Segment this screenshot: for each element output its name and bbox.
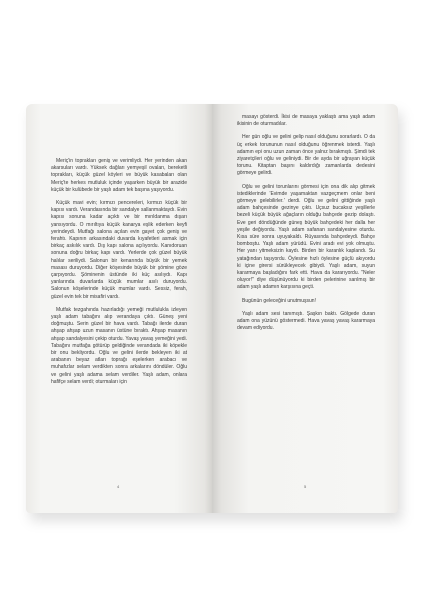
paragraph: Oğlu ve gelini torunlarını görmesi için ona dik alıp gitmek istediklerinde 'Evimde yaşamaktan vazgeçmem onlar beni görmeye gelebilirler.' derdi. Oğlu ve gelini gittiğinde yaşlı adam bahçesinde gezinye çıktı. Uçsuz bucaksız yeşillerle bezeli küçük büyük ağaçların olduğu bahçede gezip dolaştı. Eve geri döndüğünde güneş büyük bahçedeki her dalla her yeşile değiyordu. Yaşlı adam safanan sandalyesine oturdu. Kısa süre sonra uyuyakaldı. Rüyasında bahçedeydi. Bahçe bomboştu. Yaşlı adam yürüdü. Evini aradı evi yok olmuştu. Her yanı yitmeksizin kaydı. Birden bir karanlık kaplandı. Su yatağından taşıyordu. Öylesine hızlı öylesine güçlü akıyordu ki içine girersi sürükleyecek gibiydi. Yaşlı adam, suyun kararmaya başladığını fark etti. Hava da kararıyordu. "Neler oluyor!" diye düşünüyordu ki birden pelerinine sarılmış bir adam yaşlı adamın karşısına geçti. bbox=[237, 183, 375, 291]
paragraph: masayı gösterdi. İkisi de masaya yaklaştı ama yaşlı adam ikisinin de oturmadılar. bbox=[237, 114, 375, 128]
page-number: 4 bbox=[117, 484, 120, 489]
paragraph: Her gün oğlu ve gelini gelip nasıl olduğunu sorarlardı. O da üç erkek torununun nasıl olduğunu öğrenmek isterdi. Yaşlı adamın epi onu uzun zaman önce yalnız bırakmıştı. Şimdi tek ziyaretçileri oğlu ve geliniydi. Bir de ayda bir uğrayan küçük torunu. Kitaptan başını kaldırdığı zamanlarda dedesini görmeye gelirdi. bbox=[237, 134, 375, 177]
right-page-text bbox=[237, 114, 375, 336]
left-page bbox=[26, 104, 212, 513]
paragraph: Bugünün geleceğini unutmuşsun! bbox=[242, 297, 316, 304]
right-page bbox=[212, 104, 398, 513]
left-page-text bbox=[51, 158, 187, 390]
paragraph: Küçük mavi evin; kırmızı pencereleri, kırmızı küçük bir kapısı vardı. Verandasında bir sandalye sallanmaktaydı. Evin kapısı sonuna kadar açıktı ve bir mırıldanma dışarı yansıyordu. O mırıltıya küçük kanarya eşlik ederken keyfi yerindeydi. Mutfağı salona açılan evin gayet çok geniş ve ferahtı. Kapının arkasındaki duvarda kıyafetleri asmak için birkaç askılık vardı. Dış kapı salona açılıyordu. Kanıdoruan sonuna doğru birkaç kapı vardı. Yerlerde çok güzel büyük halılar seriliydi. Salonun bir kenarında büyük bir yemek masası duruyordu. Diğer köşesinde büyük bir şömine göze çarpıyordu. Şöminenin üstünde iki küç asılıydı. Kapı yanlarında duvarlarda küçük mumlar asılı duruyordu. Salonun köşelerinde küçük mumlar vardı. Sessiz, ferah, güzel evin tek bir misafiri vardı. bbox=[51, 200, 187, 300]
page-number: 5 bbox=[304, 484, 307, 489]
paragraph: Yaşlı adam sesi tanımıştı. Şaşkın baktı. Gölgede duran adam ona yüzünü göstermedi. Hava yavaş yavaş kararmaya devam ediyordu. bbox=[237, 310, 375, 332]
paragraph: Meriç'in toprakları geniş ve verimliydi. Her yerinden akan akarsuları vardı. Yüksek dağları yemyeşil ovaları, bereketli toprakları, küçük güzel köyleri ve büyük kasabaları olan Meriç'te herkes mutluluk içinde yaşarken büyük bir arazide küçük bir kulübede bir yaşlı adam tek başına yaşıyordu. bbox=[51, 158, 187, 193]
paragraph: Mutfak tezgahında hazırladığı yemeği mutlulukla izleyen yaşlı adam tabağını alıp verandaya çıktı. Güneş yeni doğmuştu. Serin güzel bir hava vardı. Tabağı ilerde duran ahşap ahşap uzun masanın üstüne bıraktı. Ahşap masanın ahşap sandalyesini çekip oturdu. Yavaş yavaş yemeğini yedi. Tabağını mutfağa götürüp geldiğinde verandada iki köpekle bir onu bekliyordu. Oğlu ve gelini ilerde bekleyen iki at arabanın beyaz atları toprağı eşelerken arabacı ve muhafızlar selam verdikten sonra arkalarını döndüler. Oğlu ve gelini yaşlı adama selam verdiler. Yaşlı adam, onlara hafifçe selam verdi; oturmaları için bbox=[51, 306, 187, 385]
open-book bbox=[26, 104, 398, 513]
